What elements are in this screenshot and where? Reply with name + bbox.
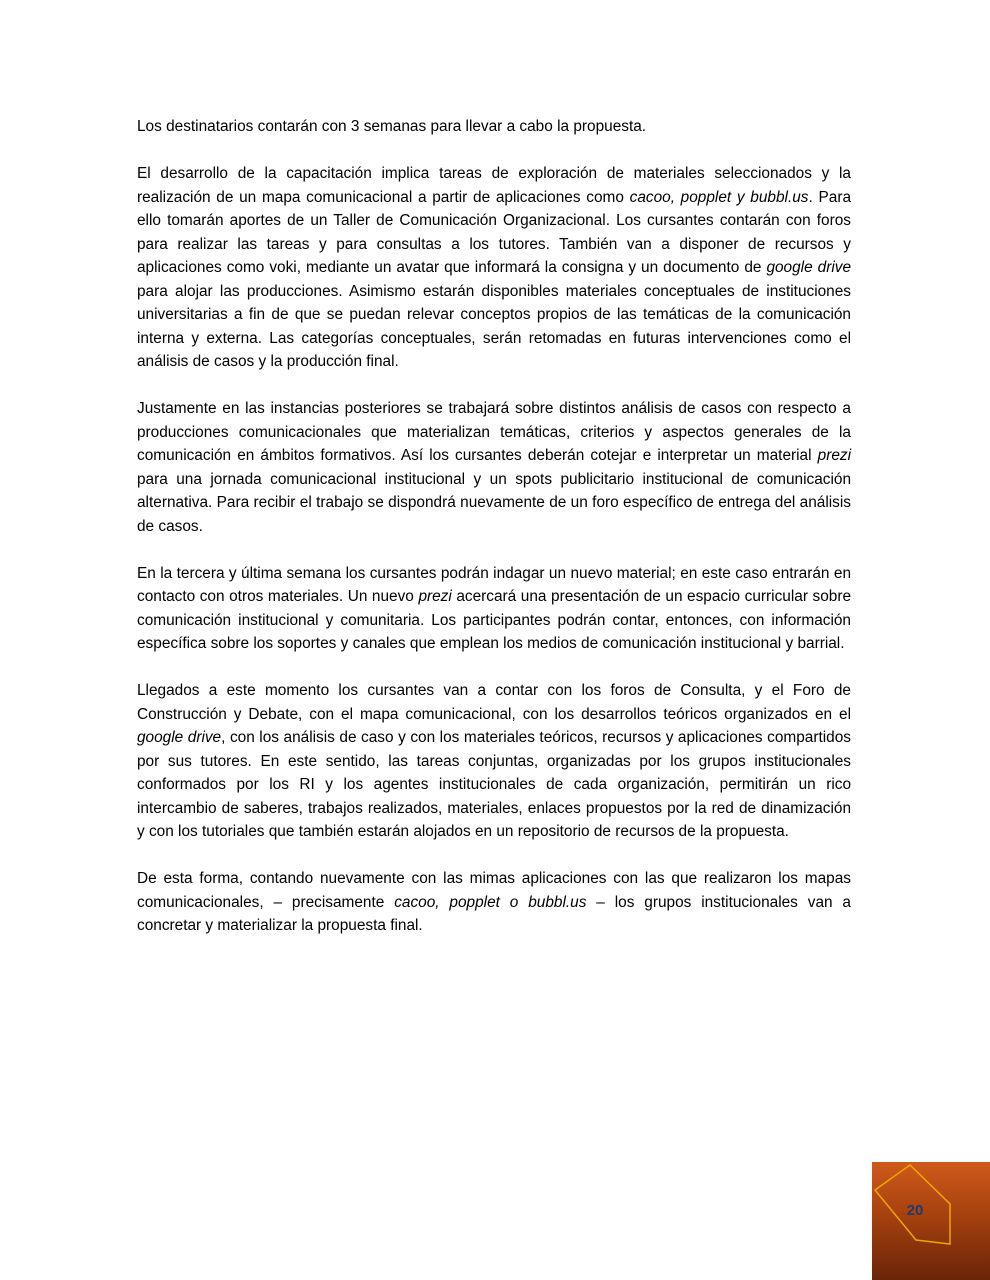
emphasis-google-drive: google drive [137, 729, 222, 746]
emphasis-apps: cacoo, popplet o bubbl.us [394, 893, 587, 911]
page-number: 20 [906, 1202, 924, 1219]
emphasis-prezi: prezi [817, 447, 851, 464]
paragraph-4: En la tercera y última semana los cursantes podrán indagar un nuevo material; en este caso entrarán en contacto con otros materiales. Un nuevo prezi acercará una presentación de un espacio curricular sobre comunicación institucional y comunitaria. Los participantes podrán contar, entonces, con información específica sobre los soportes y canales que emplean los medios de comunicación institucional y barrial. [137, 564, 852, 652]
paragraph-5: Llegados a este momento los cursantes van a contar con los foros de Consulta, y el Foro de Construcción y Debate, con el mapa comunicacional, con los desarrollos teóricos organizados en el google drive, con los análisis de caso y con los materiales teóricos, recursos y aplicaciones compartidos por sus tutores. En este sentido, las tareas conjuntas, organizadas por los grupos institucionales conformados por los RI y los agentes institucionales de cada organización, permitirán un rico intercambio de saberes, trabajos realizados, materiales, enlaces propuestos por la red de dinamización y con los tutoriales que también estarán alojados en un repositorio de recursos de la propuesta. [137, 682, 851, 840]
body-text [137, 115, 851, 938]
emphasis-prezi: prezi [418, 588, 452, 605]
emphasis-apps: cacoo, popplet y bubbl.us [629, 188, 809, 206]
paragraph-6: De esta forma, contando nuevamente con las mimas aplicaciones con las que realizaron los mapas comunicacionales, – precisamente cacoo, popplet o bubbl.us – los grupos institucionales van a concretar y materializar la propuesta final. [137, 870, 851, 934]
paragraph-1: Los destinatarios contarán con 3 semanas para llevar a cabo la propuesta. [137, 118, 647, 135]
page-number-badge [872, 1162, 990, 1280]
emphasis-google-drive: google drive [766, 259, 852, 276]
badge-outline-icon [872, 1162, 990, 1280]
paragraph-2: El desarrollo de la capacitación implica tareas de exploración de materiales seleccionados y la realización de un mapa comunicacional a partir de aplicaciones como cacoo, popplet y bubbl.us. Para ello tomarán aportes de un Taller de Comunicación Organizacional. Los cursantes contarán con foros para realizar las tareas y para consultas a los tutores. También van a disponer de recursos y aplicaciones como voki, mediante un avatar que informará la consigna y un documento de google drive para alojar las producciones. Asimismo estarán disponibles materiales conceptuales de instituciones universitarias a fin de que se puedan relevar conceptos propios de las temáticas de la comunicación interna y externa. Las categorías conceptuales, serán retomadas en futuras intervenciones como el análisis de casos y la producción final. [137, 165, 852, 370]
paragraph-3: Justamente en las instancias posteriores se trabajará sobre distintos análisis de casos con respecto a producciones comunicacionales que materializan temáticas, criterios y aspectos generales de la comunicación en ámbitos formativos. Así los cursantes deberán cotejar e interpretar un material prezi para una jornada comunicacional institucional y un spots publicitario institucional de comunicación alternativa. Para recibir el trabajo se dispondrá nuevamente de un foro específico de entrega del análisis de casos. [137, 400, 851, 535]
